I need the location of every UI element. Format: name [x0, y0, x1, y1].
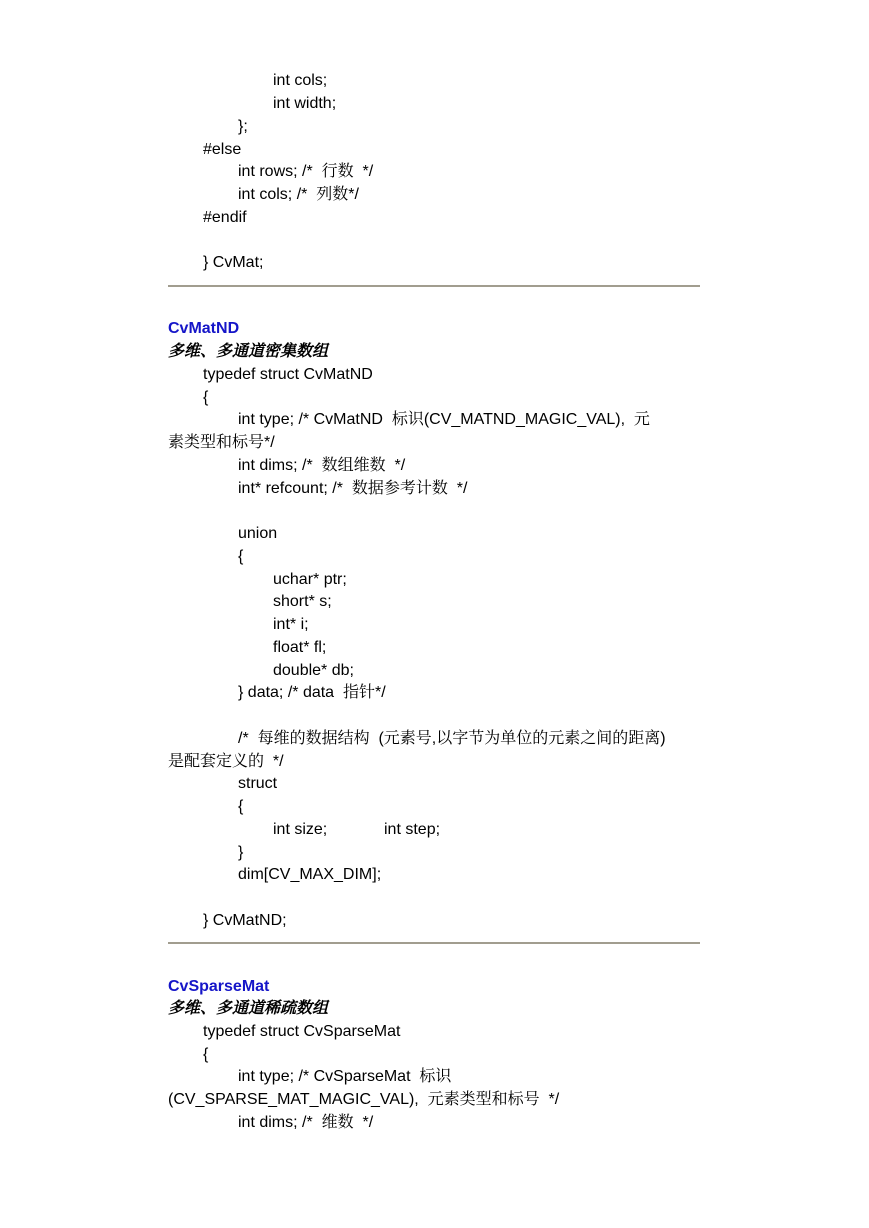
code-line: }; — [238, 118, 248, 135]
section-divider — [168, 285, 700, 287]
code-line: int dims; /* 数组维数 */ — [238, 457, 406, 474]
section-divider — [168, 942, 700, 944]
code-line: union — [238, 525, 278, 542]
code-line: typedef struct CvSparseMat — [203, 1023, 401, 1040]
code-line: int dims; /* 维数 */ — [238, 1114, 374, 1131]
section-title-cvsparsemat: CvSparseMat — [168, 978, 270, 995]
section-subtitle-cvsparsemat: 多维、多通道稀疏数组 — [168, 1000, 329, 1017]
section-subtitle-cvmatnd: 多维、多通道密集数组 — [168, 343, 329, 360]
code-line: int size; — [273, 821, 328, 838]
code-line: short* s; — [273, 593, 332, 610]
code-line: { — [203, 389, 209, 406]
code-line: int cols; /* 列数*/ — [238, 186, 359, 203]
code-line: struct — [238, 775, 278, 792]
code-line: } CvMatND; — [203, 912, 287, 929]
code-line: float* fl; — [273, 639, 327, 656]
code-line: typedef struct CvMatND — [203, 366, 373, 383]
code-line: { — [203, 1046, 209, 1063]
code-line: 素类型和标号*/ — [168, 434, 275, 451]
section-title-cvmatnd: CvMatND — [168, 320, 240, 337]
code-line: dim[CV_MAX_DIM]; — [238, 866, 382, 883]
code-line: (CV_SPARSE_MAT_MAGIC_VAL), 元素类型和标号 */ — [168, 1091, 560, 1108]
code-line: { — [238, 548, 244, 565]
code-line: int* i; — [273, 616, 309, 633]
code-line: #endif — [203, 209, 247, 226]
code-line: int type; /* CvSparseMat 标识 — [238, 1068, 452, 1085]
code-line: int cols; — [273, 72, 328, 89]
code-line: int type; /* CvMatND 标识(CV_MATND_MAGIC_VAL), 元 — [238, 411, 650, 428]
code-line: } — [238, 844, 244, 861]
code-line: uchar* ptr; — [273, 571, 347, 588]
code-line: #else — [203, 141, 242, 158]
code-line: { — [238, 798, 244, 815]
code-line: int width; — [273, 95, 337, 112]
code-line: 是配套定义的 */ — [168, 753, 284, 770]
code-line: int rows; /* 行数 */ — [238, 163, 374, 180]
code-line: /* 每维的数据结构 (元素号,以字节为单位的元素之间的距离) — [238, 730, 666, 747]
code-line: int* refcount; /* 数据参考计数 */ — [238, 480, 468, 497]
code-line: int step; — [384, 821, 441, 838]
code-line: } CvMat; — [203, 254, 264, 271]
code-line: } data; /* data 指针*/ — [238, 684, 386, 701]
code-line: double* db; — [273, 662, 354, 679]
